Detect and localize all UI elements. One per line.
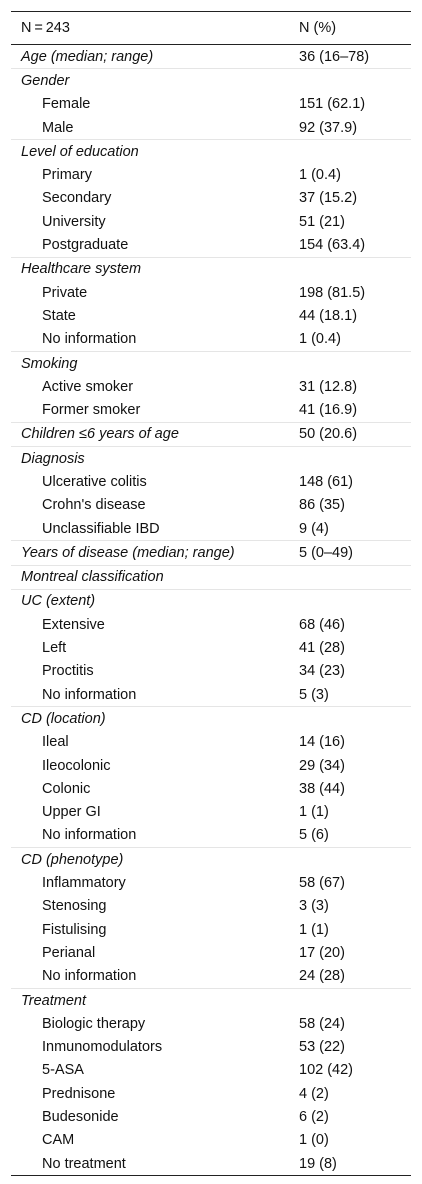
characteristics-table	[11, 11, 411, 1176]
header-sample-size: N = 243	[21, 20, 70, 36]
table-row	[11, 233, 411, 256]
table-row	[11, 589, 411, 613]
table-row	[11, 754, 411, 777]
count-percent-value: 34 (23)	[299, 663, 345, 680]
count-percent-value: 53 (22)	[299, 1039, 345, 1056]
subcategory-label: Secondary	[42, 190, 112, 207]
table-row	[11, 45, 411, 68]
table-row	[11, 351, 411, 375]
count-percent-value: 44 (18.1)	[299, 307, 358, 324]
table-row	[11, 446, 411, 470]
table-row	[11, 1105, 411, 1128]
category-label: Healthcare system	[21, 261, 142, 278]
table-row	[11, 139, 411, 163]
table-row	[11, 706, 411, 730]
count-percent-value: 24 (28)	[299, 968, 345, 985]
count-percent-value: 151 (62.1)	[299, 96, 366, 113]
category-label: Smoking	[21, 355, 78, 372]
subcategory-label: University	[42, 213, 106, 230]
table-row	[11, 824, 411, 847]
count-percent-value: 1 (0)	[299, 1132, 329, 1149]
count-percent-value: 9 (4)	[299, 520, 329, 537]
table-row	[11, 1012, 411, 1035]
table-row	[11, 871, 411, 894]
subcategory-label: Ileal	[42, 734, 69, 751]
table-row	[11, 422, 411, 446]
table-row	[11, 494, 411, 517]
table-row	[11, 847, 411, 871]
count-percent-value: 31 (12.8)	[299, 378, 358, 395]
category-label: Montreal classification	[21, 569, 164, 586]
table-row	[11, 540, 411, 564]
count-percent-value: 198 (81.5)	[299, 284, 366, 301]
category-label: Diagnosis	[21, 450, 85, 467]
category-label: Years of disease (median; range)	[21, 544, 235, 561]
table-row	[11, 187, 411, 210]
subcategory-label: Inflammatory	[42, 875, 126, 892]
table-row	[11, 257, 411, 281]
count-percent-value: 37 (15.2)	[299, 190, 358, 207]
table-row	[11, 895, 411, 918]
subcategory-label: Private	[42, 284, 88, 301]
count-percent-value: 1 (0.4)	[299, 331, 341, 348]
category-label: Gender	[21, 72, 70, 89]
table-row	[11, 281, 411, 304]
count-percent-value: 1 (1)	[299, 804, 329, 821]
subcategory-label: Upper GI	[42, 804, 101, 821]
subcategory-label: Budesonide	[42, 1109, 119, 1125]
table-row	[11, 636, 411, 659]
count-percent-value: 51 (21)	[299, 213, 345, 230]
subcategory-label: Crohn's disease	[42, 497, 146, 514]
table-row	[11, 801, 411, 824]
subcategory-label: Left	[42, 640, 67, 657]
table-row	[11, 1035, 411, 1058]
table-row	[11, 210, 411, 233]
subcategory-label: Former smoker	[42, 402, 141, 419]
subcategory-label: Perianal	[42, 944, 96, 961]
count-percent-value: 4 (2)	[299, 1085, 329, 1102]
table-row	[11, 398, 411, 421]
count-percent-value: 36 (16–78)	[299, 48, 370, 65]
category-label: Age (median; range)	[21, 48, 154, 65]
count-percent-value: 14 (16)	[299, 734, 345, 751]
subcategory-label: Proctitis	[42, 663, 94, 680]
table-row	[11, 1129, 411, 1152]
count-percent-value: 41 (16.9)	[299, 402, 358, 419]
category-label: UC (extent)	[21, 593, 96, 610]
count-percent-value: 29 (34)	[299, 757, 345, 774]
subcategory-label: State	[42, 307, 76, 324]
subcategory-label: 5-ASA	[42, 1062, 84, 1079]
subcategory-label: No treatment	[42, 1155, 126, 1172]
subcategory-label: Extensive	[42, 616, 105, 633]
count-percent-value: 3 (3)	[299, 898, 329, 915]
count-percent-value: 17 (20)	[299, 944, 345, 961]
table-header-row	[11, 12, 411, 45]
count-percent-value: 19 (8)	[299, 1155, 337, 1172]
category-label: Level of education	[21, 143, 139, 160]
category-label: Children ≤6 years of age	[21, 426, 179, 443]
table-row	[11, 304, 411, 327]
subcategory-label: Stenosing	[42, 898, 107, 915]
table-body	[11, 45, 411, 1175]
subcategory-label: No information	[42, 968, 137, 985]
subcategory-label: Postgraduate	[42, 237, 129, 254]
subcategory-label: No information	[42, 686, 137, 703]
table-row	[11, 68, 411, 92]
count-percent-value: 154 (63.4)	[299, 237, 366, 254]
table-row	[11, 988, 411, 1012]
subcategory-label: Fistulising	[42, 921, 107, 938]
table-row	[11, 731, 411, 754]
subcategory-label: Biologic therapy	[42, 1015, 146, 1032]
category-label: CD (phenotype)	[21, 851, 124, 868]
table-row	[11, 941, 411, 964]
table-row	[11, 965, 411, 988]
subcategory-label: Inmunomodulators	[42, 1039, 163, 1056]
subcategory-label: Prednisone	[42, 1085, 116, 1102]
subcategory-label: Ileocolonic	[42, 757, 111, 774]
subcategory-label: Unclassifiable IBD	[42, 520, 160, 537]
table-row	[11, 328, 411, 351]
category-label: CD (location)	[21, 710, 106, 727]
count-percent-value: 6 (2)	[299, 1109, 329, 1125]
table-row	[11, 777, 411, 800]
subcategory-label: Male	[42, 119, 74, 136]
table-bottom-rule	[11, 1175, 411, 1176]
subcategory-label: Active smoker	[42, 378, 134, 395]
table-row	[11, 470, 411, 493]
subcategory-label: Colonic	[42, 780, 91, 797]
count-percent-value: 68 (46)	[299, 616, 345, 633]
table-row	[11, 1082, 411, 1105]
table-row	[11, 517, 411, 540]
count-percent-value: 1 (0.4)	[299, 167, 341, 184]
table-row	[11, 565, 411, 589]
subcategory-label: CAM	[42, 1132, 75, 1149]
count-percent-value: 102 (42)	[299, 1062, 354, 1079]
table-row	[11, 1059, 411, 1082]
subcategory-label: No information	[42, 331, 137, 348]
count-percent-value: 50 (20.6)	[299, 426, 358, 443]
subcategory-label: Primary	[42, 167, 92, 184]
category-label: Treatment	[21, 992, 87, 1009]
table-row	[11, 93, 411, 116]
count-percent-value: 86 (35)	[299, 497, 345, 514]
count-percent-value: 92 (37.9)	[299, 119, 358, 136]
count-percent-value: 58 (24)	[299, 1015, 345, 1032]
count-percent-value: 41 (28)	[299, 640, 345, 657]
subcategory-label: No information	[42, 827, 137, 844]
table-row	[11, 683, 411, 706]
subcategory-label: Ulcerative colitis	[42, 473, 147, 490]
table-row	[11, 660, 411, 683]
count-percent-value: 1 (1)	[299, 921, 329, 938]
count-percent-value: 148 (61)	[299, 473, 354, 490]
header-percent: N (%)	[299, 20, 337, 36]
count-percent-value: 5 (3)	[299, 686, 329, 703]
count-percent-value: 5 (6)	[299, 827, 329, 844]
subcategory-label: Female	[42, 96, 91, 113]
table-row	[11, 375, 411, 398]
count-percent-value: 38 (44)	[299, 780, 345, 797]
count-percent-value: 58 (67)	[299, 875, 345, 892]
table-row	[11, 918, 411, 941]
table-row	[11, 1152, 411, 1175]
count-percent-value: 5 (0–49)	[299, 544, 354, 561]
table-row	[11, 116, 411, 139]
table-row	[11, 613, 411, 636]
table-row	[11, 163, 411, 186]
